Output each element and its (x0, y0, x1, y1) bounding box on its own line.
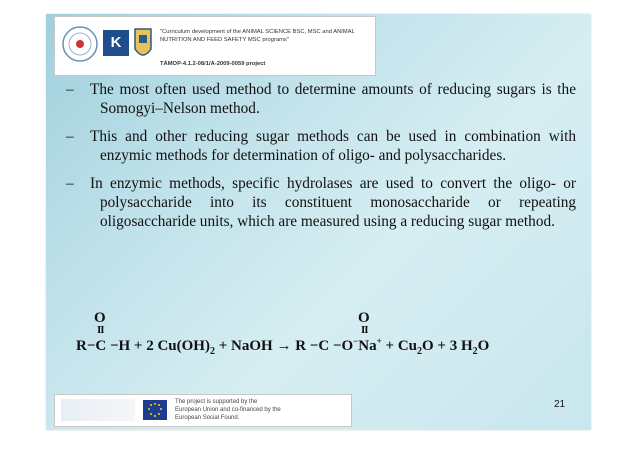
page-number: 21 (554, 399, 566, 410)
carbonyl-oxygen-2: O (358, 310, 370, 326)
footer-line-1: The project is supported by the (175, 399, 258, 405)
eq-sub: 2 (209, 346, 215, 357)
bullet-item (66, 127, 576, 165)
eu-flag-icon (143, 400, 167, 420)
bullet-item (66, 174, 576, 231)
new-hungary-logo-icon (61, 399, 135, 421)
header-banner (54, 16, 376, 76)
slide (46, 14, 591, 430)
double-bond-2: II (361, 324, 368, 336)
eq-sup: + (376, 336, 382, 346)
eq-part: O + 3 H (422, 338, 473, 354)
eq-part: O (477, 338, 490, 354)
bullet-text: This and other reducing sugar methods can be used in combination with enzymic methods for determination of oligo- and polysaccharides. (90, 128, 576, 164)
bullet-dash: – (66, 175, 74, 192)
reaction-equation (76, 310, 576, 370)
header-line-1: "Curriculum development of the ANIMAL SCIENCE BSC, MSC and ANIMAL (160, 29, 355, 35)
footer-line-3: European Social Found. (175, 415, 240, 421)
footer-banner (54, 394, 352, 427)
eq-part: Na (358, 338, 377, 354)
bullet-text: In enzymic methods, specific hydrolases are used to convert the oligo- or polysaccharide into its constituent monosaccharide or repeating oligosaccharide units, which are measured using a reducing sugar method. (90, 175, 576, 230)
bullet-text: The most often used method to determine amounts of reducing sugars is the Somogyi–Nelson method. (90, 81, 576, 117)
k-logo-icon: K (103, 30, 129, 56)
bullet-dash: – (66, 81, 74, 98)
bullet-item (66, 80, 576, 118)
eq-sub: 2 (417, 346, 422, 357)
footer-line-2: European Union and co-financed by the (175, 407, 281, 413)
university-seal-icon (61, 25, 99, 63)
double-bond-1: II (97, 324, 104, 336)
eq-part: + Cu (381, 338, 417, 354)
header-program-text (160, 29, 370, 44)
carbonyl-oxygen-1: O (94, 310, 106, 326)
bullet-dash: – (66, 128, 74, 145)
eq-sup: − (353, 336, 359, 346)
header-line-2: NUTRITION AND FEED SAFETY MSC programs" (160, 36, 289, 43)
bullet-list (66, 80, 576, 240)
eq-sub: 2 (472, 346, 478, 357)
eq-part: + NaOH → R −C −O (214, 338, 354, 354)
footer-support-text (175, 398, 345, 422)
crest-icon (133, 25, 153, 63)
eq-part: R−C −H + 2 Cu(OH) (76, 338, 210, 354)
equation-line (76, 336, 489, 357)
project-code: TÁMOP-4.1.2-08/1/A-2009-0059 project (160, 61, 266, 67)
